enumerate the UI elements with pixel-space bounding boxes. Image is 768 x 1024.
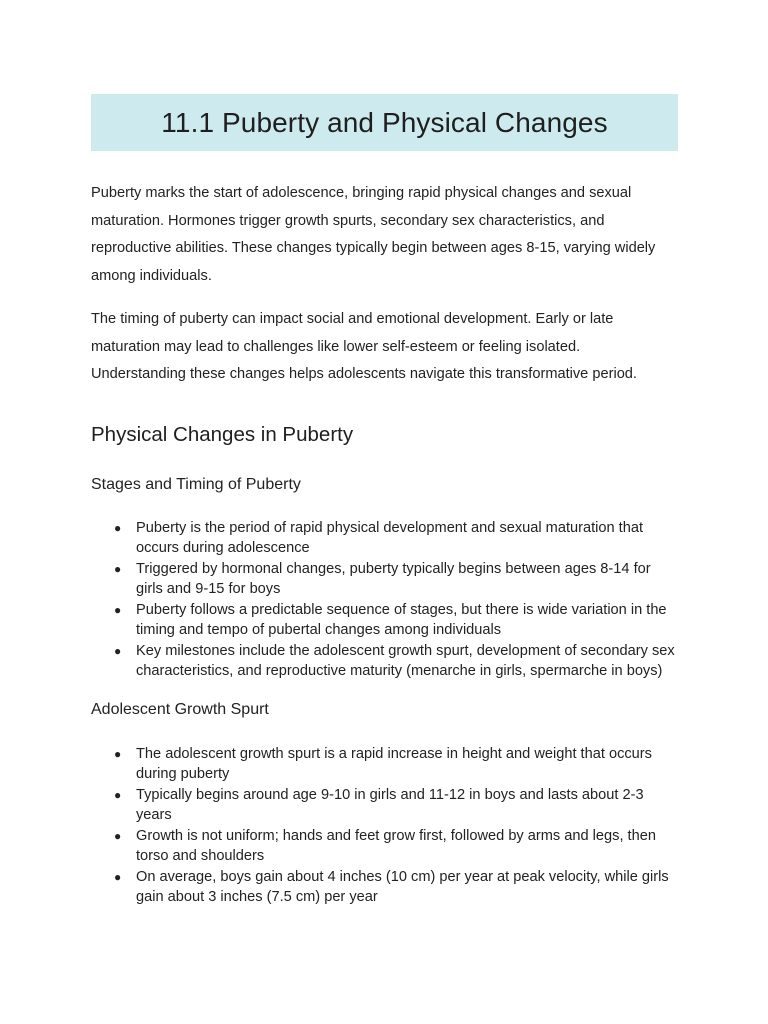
list-item [114,559,678,600]
subsection-heading-stages: Stages and Timing of Puberty [91,475,301,493]
section-heading: Physical Changes in Puberty [91,422,354,446]
subsection-heading-growth-spurt: Adolescent Growth Spurt [91,700,269,718]
list-item-text: Growth is not uniform; hands and feet grow first, followed by arms and legs, then torso and shoulders [136,827,656,864]
bullet-icon: ● [114,787,122,802]
intro-paragraph: The timing of puberty can impact social and emotional development. Early or late maturation may lead to challenges like lower self-esteem or feeling isolated. Understanding these changes helps adolescents navigate this transformative period. [91,311,637,382]
bullet-icon: ● [114,520,122,535]
page-title: 11.1 Puberty and Physical Changes [161,106,608,138]
list-item [114,600,678,641]
document-page [91,94,678,908]
list-item-text: Key milestones include the adolescent growth spurt, development of secondary sex characteristics, and reproductive maturity (menarche in girls, spermarche in boys) [136,642,675,679]
bullet-icon: ● [114,643,122,658]
bullet-icon: ● [114,828,122,843]
intro-paragraph: Puberty marks the start of adolescence, bringing rapid physical changes and sexual maturation. Hormones trigger growth spurts, secondary sex characteristics, and reproductive abilities. These changes typically begin between ages 8-15, varying widely among individuals. [91,185,656,284]
list-item-text: The adolescent growth spurt is a rapid increase in height and weight that occurs during puberty [136,745,652,782]
bullet-list-stages [91,518,678,682]
list-item-text: Typically begins around age 9-10 in girls and 11-12 in boys and lasts about 2-3 years [136,786,644,823]
bullet-icon: ● [114,602,122,617]
bullet-list-growth-spurt [91,744,678,908]
title-banner [91,94,678,151]
list-item [114,826,678,867]
bullet-icon: ● [114,561,122,576]
list-item-text: On average, boys gain about 4 inches (10 cm) per year at peak velocity, while girls gain about 3 inches (7.5 cm) per year [136,868,669,905]
list-item [114,744,678,785]
list-item [114,867,678,908]
bullet-icon: ● [114,869,122,884]
bullet-icon: ● [114,746,122,761]
list-item-text: Puberty is the period of rapid physical development and sexual maturation that occurs during adolescence [136,519,644,556]
list-item [114,518,678,559]
list-item-text: Puberty follows a predictable sequence of stages, but there is wide variation in the timing and tempo of pubertal changes among individuals [136,601,667,638]
list-item-text: Triggered by hormonal changes, puberty typically begins between ages 8-14 for girls and 9-15 for boys [136,560,651,597]
list-item [114,785,678,826]
list-item [114,641,678,682]
